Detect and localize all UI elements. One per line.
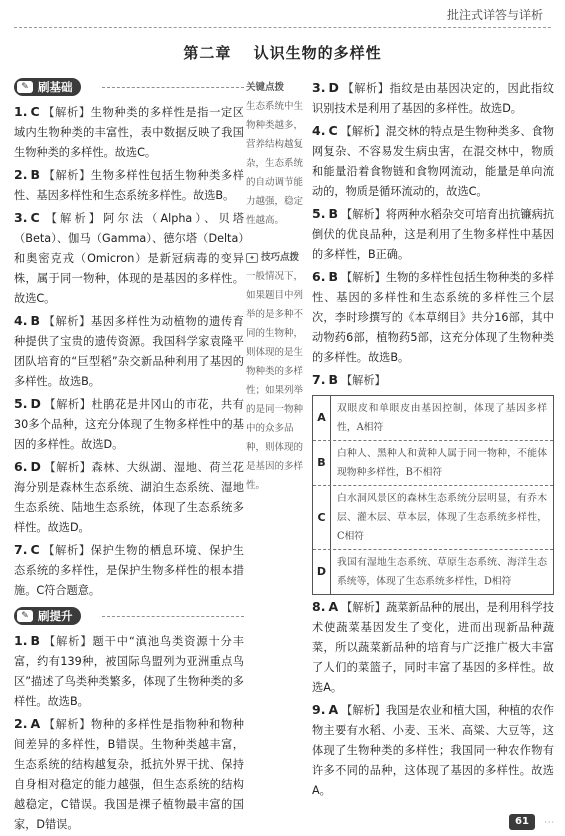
option-text: 双眼皮和单眼皮由基因控制，体现了基因多样性，A相符 [337, 403, 547, 433]
question-item [312, 121, 554, 202]
analysis-tag: 【解析】 [341, 82, 390, 95]
question-analysis: 生物的多样性包括生物种类的多样性、基因的多样性和生态系统的多样性三个层次，李时珍撰写的《本草纲目》共分16部，其中动物药6部，植物药5部，这充分体现了生物种类的多样性。故选B。 [312, 271, 554, 364]
analysis-tag: 【解析】 [340, 374, 386, 387]
analysis-tag: 【解析】 [340, 125, 386, 138]
question-number: 7. [312, 372, 326, 387]
key-tip-text: 生态系统中生物种类越多，营养结构越复杂，生态系统的自动调节能力越强，稳定性越高。 [246, 101, 304, 226]
question-analysis: 蔬菜新品种的展出，是利用科学技术使蔬菜基因发生了变化，进而出现新品种蔬菜，所以蔬菜新品种的培育与广泛推广极大丰富了人们的菜篮子，同时丰富了基因的多样性。故选A。 [312, 601, 554, 694]
answer-letter: D [30, 459, 41, 474]
answer-letter: C [328, 123, 338, 138]
section-advanced-label: 刷提升 [38, 609, 73, 623]
right-column [312, 78, 554, 803]
pencil-icon: ✎ [17, 610, 33, 622]
answer-letter: D [328, 80, 339, 95]
answer-letter: B [328, 269, 338, 284]
analysis-tag: 【解析】 [340, 271, 386, 284]
header-title: 批注式详答与详析 [446, 8, 543, 22]
question-item [14, 311, 244, 392]
question-number: 2. [14, 167, 28, 182]
page-footer [0, 808, 565, 836]
question-number: 1. [14, 633, 28, 648]
question-number: 4. [14, 313, 28, 328]
question-analysis: 物种的多样性是指物种和物种间差异的多样性，B错误。生物种类越丰富，生态系统的结构越复杂，抵抗外界干扰、保持自身相对稳定的能力越强，但生态系统的结构越稳定，C错误。我国是裸子植物最丰富的国家，D错误。 [14, 718, 244, 831]
answer-letter: B [328, 372, 338, 387]
chapter-number: 第二章 [183, 44, 232, 62]
option-row [313, 486, 553, 550]
option-row [313, 396, 553, 441]
question-analysis: 指纹是由基因决定的，因此指纹识别技术是利用了基因的多样性。故选D。 [312, 82, 554, 115]
page-number: 61 [509, 814, 535, 830]
question-number: 6. [312, 269, 326, 284]
question-item [312, 700, 554, 801]
option-row [313, 550, 553, 594]
answer-letter: A [30, 716, 41, 731]
question-item [312, 597, 554, 698]
question-analysis: 基因多样性为动植物的遗传育种提供了宝贵的遗传资源。我国科学家袁隆平团队培育的“巨型稻”杂交新品种利用了基因的多样性。故选B。 [14, 315, 244, 388]
question-number: 5. [312, 206, 326, 221]
analysis-tag: 【解析】 [42, 635, 93, 648]
skill-tip-block [246, 248, 308, 495]
analysis-tag: 【解析】 [42, 106, 91, 119]
question-number: 2. [14, 716, 28, 731]
answer-letter: B [30, 313, 40, 328]
option-letter: C [313, 486, 331, 549]
question-analysis: 阿尔法（Alpha）、贝塔（Beta）、伽马（Gamma）、德尔塔（Delta）和奥密克戎（Omicron）是新冠病毒的变异株，属于同一物种，体现的是基因的多样性。故选C。 [14, 212, 244, 305]
question-analysis: 将两种水稻杂交可培育出抗镰病抗倒伏的优良品种，这是利用了生物多样性中基因的多样性，B正确。 [312, 208, 554, 261]
option-letter: A [313, 396, 331, 440]
key-tip-title: 关键点拨 [246, 82, 285, 93]
analysis-tag: 【解析】 [341, 601, 386, 614]
basic-question-list [14, 102, 244, 601]
section-basic-label: 刷基础 [38, 80, 73, 94]
analysis-tag: 【解析】 [43, 461, 92, 474]
option-row [313, 441, 553, 486]
answer-letter: B [30, 633, 40, 648]
left-column [14, 76, 244, 836]
question-item [14, 457, 244, 538]
question-analysis: 生物种类的多样性是指一定区域内生物种类的丰富性，表中数据反映了我国生物种类的多样性。故选C。 [14, 106, 244, 159]
margin-notes [246, 78, 308, 505]
skill-tip-title: 技巧点拨 [261, 252, 300, 263]
options-table [312, 395, 554, 595]
hint-icon: ✦ [246, 253, 258, 263]
analysis-tag: 【解析】 [43, 718, 92, 731]
key-tip-block [246, 78, 308, 230]
answer-letter: C [30, 104, 40, 119]
question-analysis: 混交林的特点是生物种类多、食物网复杂、不容易发生病虫害，在混交林中，物质和能量沿着食物链和食物网流动，能量是单向流动的，物质是循环流动的，故选C。 [312, 125, 554, 198]
analysis-tag: 【解析】 [42, 212, 104, 225]
question-number: 8. [312, 599, 326, 614]
pencil-icon: ✎ [17, 81, 33, 93]
question-number: 3. [312, 80, 326, 95]
question-number: 7. [14, 542, 28, 557]
answer-letter: C [30, 542, 40, 557]
question-item [14, 165, 244, 206]
chapter-name: 认识生物的多样性 [253, 44, 382, 62]
question-analysis: 保护生物的栖息环境、保护生态系统的多样性，是保护生物多样性的根本措施。C符合题意。 [14, 544, 244, 597]
option-text: 白种人、黑种人和黄种人属于同一物种，不能体现物种多样性，B不相符 [337, 448, 547, 478]
question-number: 3. [14, 210, 28, 225]
option-letter: D [313, 550, 331, 594]
question-analysis: 我国是农业和植大国，种植的农作物主要有水稻、小麦、玉米、高粱、大豆等，这体现了生物种类的多样性；我国同一种农作物有许多不同的品种，这体现了基因的多样性。故选A。 [312, 704, 554, 797]
analysis-tag: 【解析】 [340, 208, 386, 221]
question-item [14, 394, 244, 455]
question-item [14, 102, 244, 163]
question-item [14, 540, 244, 601]
question-number: 4. [312, 123, 326, 138]
advanced-question-list [14, 631, 244, 835]
answer-letter: C [30, 210, 40, 225]
question-analysis: 杜鹃花是井冈山的市花，共有30多个品种，这充分体现了生物多样性中的基因的多样性。故选D。 [14, 398, 244, 451]
skill-tip-text: 一般情况下，如果题目中列举的是多种不同的生物种，则体现的是生物种类的多样性；如果列举的是同一物种中的众多品种，则体现的是基因的多样性。 [246, 271, 304, 491]
analysis-tag: 【解析】 [42, 315, 91, 328]
question-analysis: 题干中“滇池鸟类资源十分丰富，约有139种，被国际鸟盟列为亚洲重点鸟区”描述了鸟类种类繁多，体现了生物种类的多样性。故选B。 [14, 635, 244, 708]
question-analysis: 生物多样性包括生物种类多样性、基因多样性和生态系统多样性。故选B。 [14, 169, 244, 202]
question-item [312, 204, 554, 265]
question-item [14, 208, 244, 309]
question-item [312, 370, 554, 595]
answer-letter: A [328, 599, 339, 614]
answer-letter: A [328, 702, 339, 717]
footer-dots: ··· [544, 818, 555, 827]
question-number: 6. [14, 459, 28, 474]
right-bottom-question-list [312, 597, 554, 801]
question-item [312, 267, 554, 368]
question-item [312, 78, 554, 119]
answer-letter: D [30, 396, 41, 411]
analysis-tag: 【解析】 [42, 544, 91, 557]
analysis-tag: 【解析】 [341, 704, 386, 717]
right-question-list [312, 78, 554, 368]
option-letter: B [313, 441, 331, 485]
answer-letter: B [328, 206, 338, 221]
question-analysis: 森林、大纵湖、湿地、荷兰花海分别是森林生态系统、湖泊生态系统、湿地生态系统、陆地生态系统，体现了生态系统多样性。故选D。 [14, 461, 244, 534]
section-banner-advanced [14, 605, 244, 627]
analysis-tag: 【解析】 [43, 398, 92, 411]
page-header [0, 0, 565, 30]
chapter-title [0, 42, 565, 63]
question-number: 5. [14, 396, 28, 411]
question-number: 9. [312, 702, 326, 717]
analysis-tag: 【解析】 [42, 169, 91, 182]
option-text: 我国有湿地生态系统、草原生态系统、海洋生态系统等，体现了生态系统多样性，D相符 [337, 557, 547, 587]
question-item [14, 631, 244, 712]
answer-letter: B [30, 167, 40, 182]
header-divider [14, 27, 551, 28]
section-banner-basic [14, 76, 244, 98]
question-number: 1. [14, 104, 28, 119]
option-text: 白水洞风景区的森林生态系统分层明显，有乔木层、灌木层、草本层，体现了生态系统多样性，C相符 [337, 493, 547, 542]
